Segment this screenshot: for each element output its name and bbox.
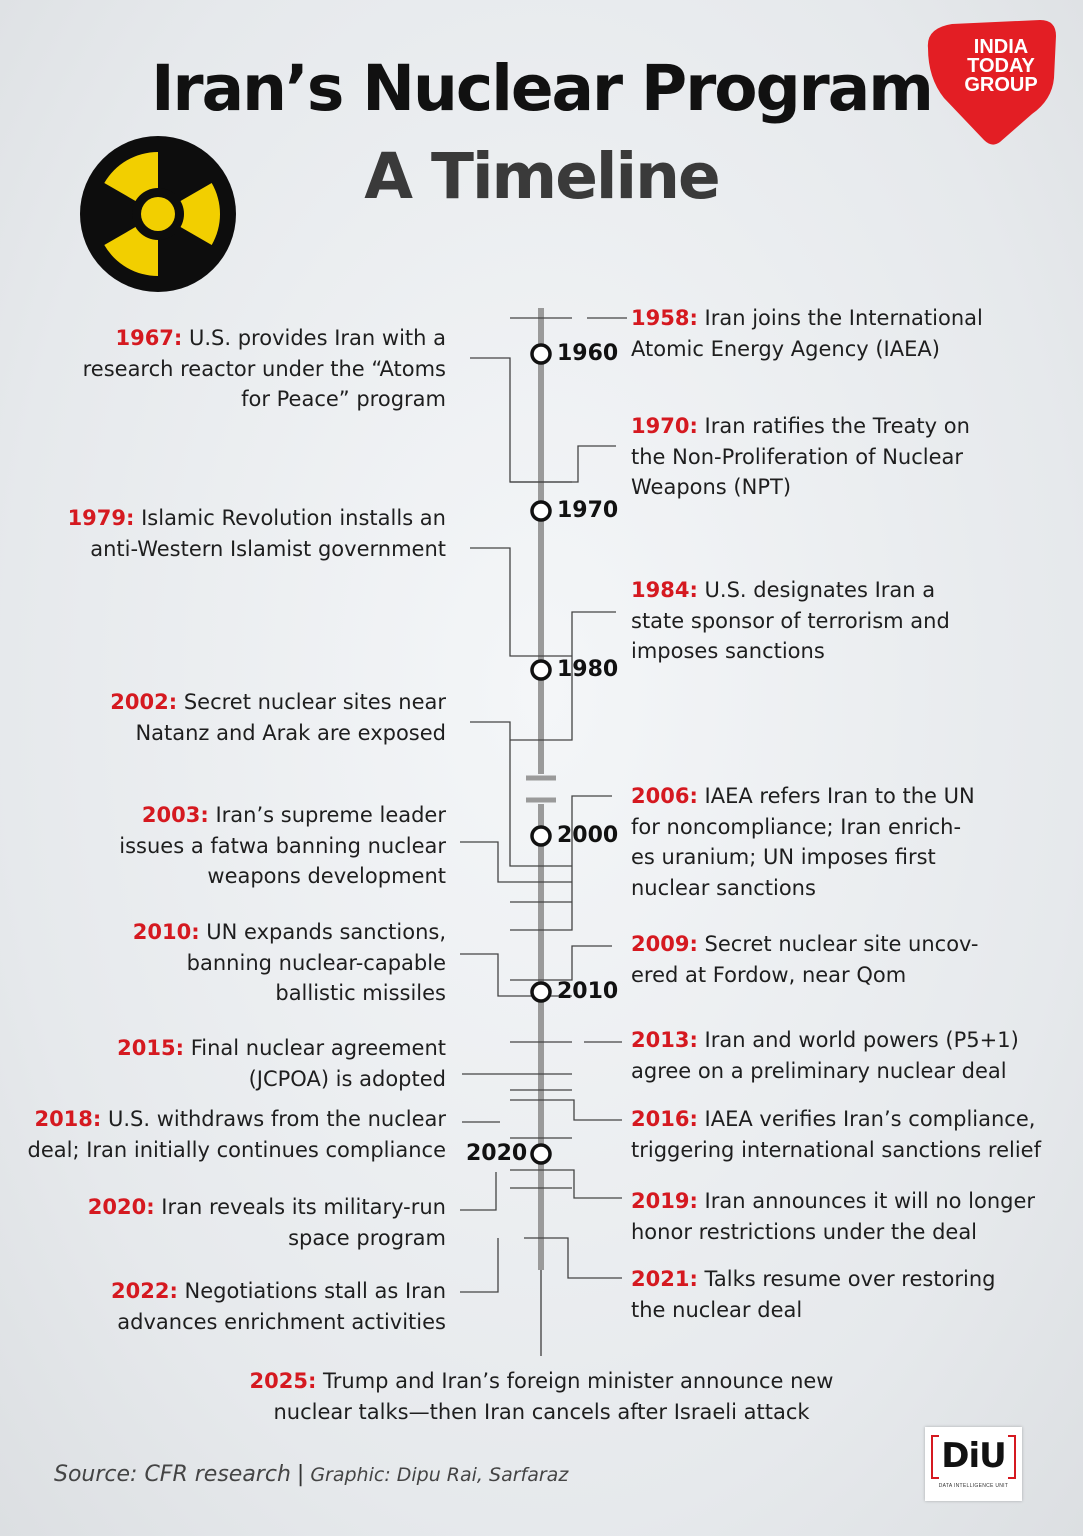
page-title: Iran’s Nuclear Program: [151, 52, 932, 125]
event-text: Iran reveals its military-run space program: [154, 1195, 446, 1250]
graphic-credit: Graphic: Dipu Rai, Sarfaraz: [310, 1464, 569, 1486]
event-text: U.S. designates Iran a state sponsor of terrorism and imposes sanctions: [631, 578, 950, 663]
event-year: 2006:: [631, 784, 698, 808]
event-text: UN expands sanctions, banning nuclear-capable ballistic missiles: [186, 920, 446, 1005]
decade-marker-1960: [532, 345, 550, 363]
event-text: Iran ratifies the Treaty on the Non-Proliferation of Nuclear Weapons (NPT): [631, 414, 970, 499]
event-2020: [66, 1192, 446, 1253]
logo-line-group: GROUP: [964, 74, 1038, 96]
event-text: Iran’s supreme leader issues a fatwa banning nuclear weapons development: [119, 803, 446, 888]
event-year: 2015:: [117, 1036, 185, 1060]
event-year: 2022:: [111, 1279, 178, 1303]
event-text: Secret nuclear site uncov-ered at Fordow, near Qom: [631, 932, 979, 987]
decade-marker-2020: [532, 1145, 550, 1163]
source-credit: [54, 1462, 568, 1487]
event-text: Islamic Revolution installs an anti-Western Islamist government: [90, 506, 446, 561]
source-text: Source: CFR research: [54, 1462, 291, 1487]
event-year: 2002:: [110, 690, 178, 714]
event-text: Iran announces it will no longer honor restrictions under the deal: [631, 1189, 1036, 1244]
decade-label-1960: 1960: [557, 341, 619, 366]
decade-label-1980: 1980: [557, 657, 619, 682]
decade-label-1970: 1970: [557, 498, 619, 523]
event-text: Final nuclear agreement (JCPOA) is adopted: [184, 1036, 446, 1091]
decade-marker-1980: [532, 661, 550, 679]
decade-label-2020: 2020: [466, 1141, 528, 1166]
event-1979: [56, 503, 446, 564]
diu-logo-subtitle: DATA INTELLIGENCE UNIT: [938, 1483, 1009, 1489]
event-1958: [631, 303, 991, 364]
event-year: 2003:: [141, 803, 209, 827]
logo-line-india: INDIA: [973, 36, 1029, 58]
decade-label-2000: 2000: [557, 823, 619, 848]
decade-marker-2010: [532, 983, 550, 1001]
logo-line-today: TODAY: [967, 55, 1035, 77]
event-year: 2021:: [631, 1267, 698, 1291]
event-text: Iran and world powers (P5+1) agree on a preliminary nuclear deal: [631, 1028, 1019, 1083]
event-2025: [0, 1366, 1083, 1427]
event-2006: [631, 781, 981, 903]
event-text: Trump and Iran’s foreign minister announce new nuclear talks—then Iran cancels after Israeli attack: [273, 1369, 834, 1424]
decade-marker-2000: [532, 827, 550, 845]
event-year: 2020:: [87, 1195, 155, 1219]
page-subtitle: A Timeline: [364, 140, 719, 213]
event-2009: [631, 929, 991, 990]
event-year: 2025:: [249, 1369, 317, 1393]
event-text: Talks resume over restoring the nuclear deal: [631, 1267, 996, 1322]
event-year: 1970:: [631, 414, 698, 438]
event-year: 2010:: [132, 920, 200, 944]
event-year: 2016:: [631, 1107, 698, 1131]
event-year: 1958:: [631, 306, 698, 330]
event-2013: [631, 1025, 1031, 1086]
event-year: 2019:: [631, 1189, 698, 1213]
event-year: 2018:: [34, 1107, 102, 1131]
event-2010: [116, 917, 446, 1009]
event-2022: [86, 1276, 446, 1337]
event-2003: [96, 800, 446, 892]
event-text: U.S. withdraws from the nuclear deal; Iran initially continues compliance: [27, 1107, 446, 1162]
event-year: 2013:: [631, 1028, 698, 1052]
event-year: 1967:: [115, 326, 183, 350]
event-2015: [96, 1033, 446, 1094]
event-2019: [631, 1186, 1051, 1247]
event-text: Iran joins the International Atomic Energy Agency (IAEA): [631, 306, 983, 361]
diu-logo: [925, 1427, 1022, 1501]
decade-marker-1970: [532, 502, 550, 520]
event-year: 1984:: [631, 578, 698, 602]
event-text: U.S. provides Iran with a research reactor under the “Atoms for Peace” program: [82, 326, 446, 411]
event-text: IAEA verifies Iran’s compliance, triggering international sanctions relief: [631, 1107, 1041, 1162]
event-text: Secret nuclear sites near Natanz and Arak are exposed: [135, 690, 446, 745]
event-1984: [631, 575, 971, 667]
event-text: IAEA refers Iran to the UN for noncompliance; Iran enrich-es uranium; UN imposes first nuclear sanctions: [631, 784, 975, 900]
event-2016: [631, 1104, 1071, 1165]
credit-separator: |: [296, 1462, 305, 1487]
event-2002: [86, 687, 446, 748]
diu-logo-word: DiU: [941, 1436, 1006, 1476]
event-year: 1979:: [67, 506, 135, 530]
event-text: Negotiations stall as Iran advances enrichment activities: [117, 1279, 446, 1334]
event-2021: [631, 1264, 1011, 1325]
event-year: 2009:: [631, 932, 698, 956]
event-1967: [56, 323, 446, 415]
event-2018: [6, 1104, 446, 1165]
event-1970: [631, 411, 991, 503]
decade-label-2010: 2010: [557, 979, 619, 1004]
